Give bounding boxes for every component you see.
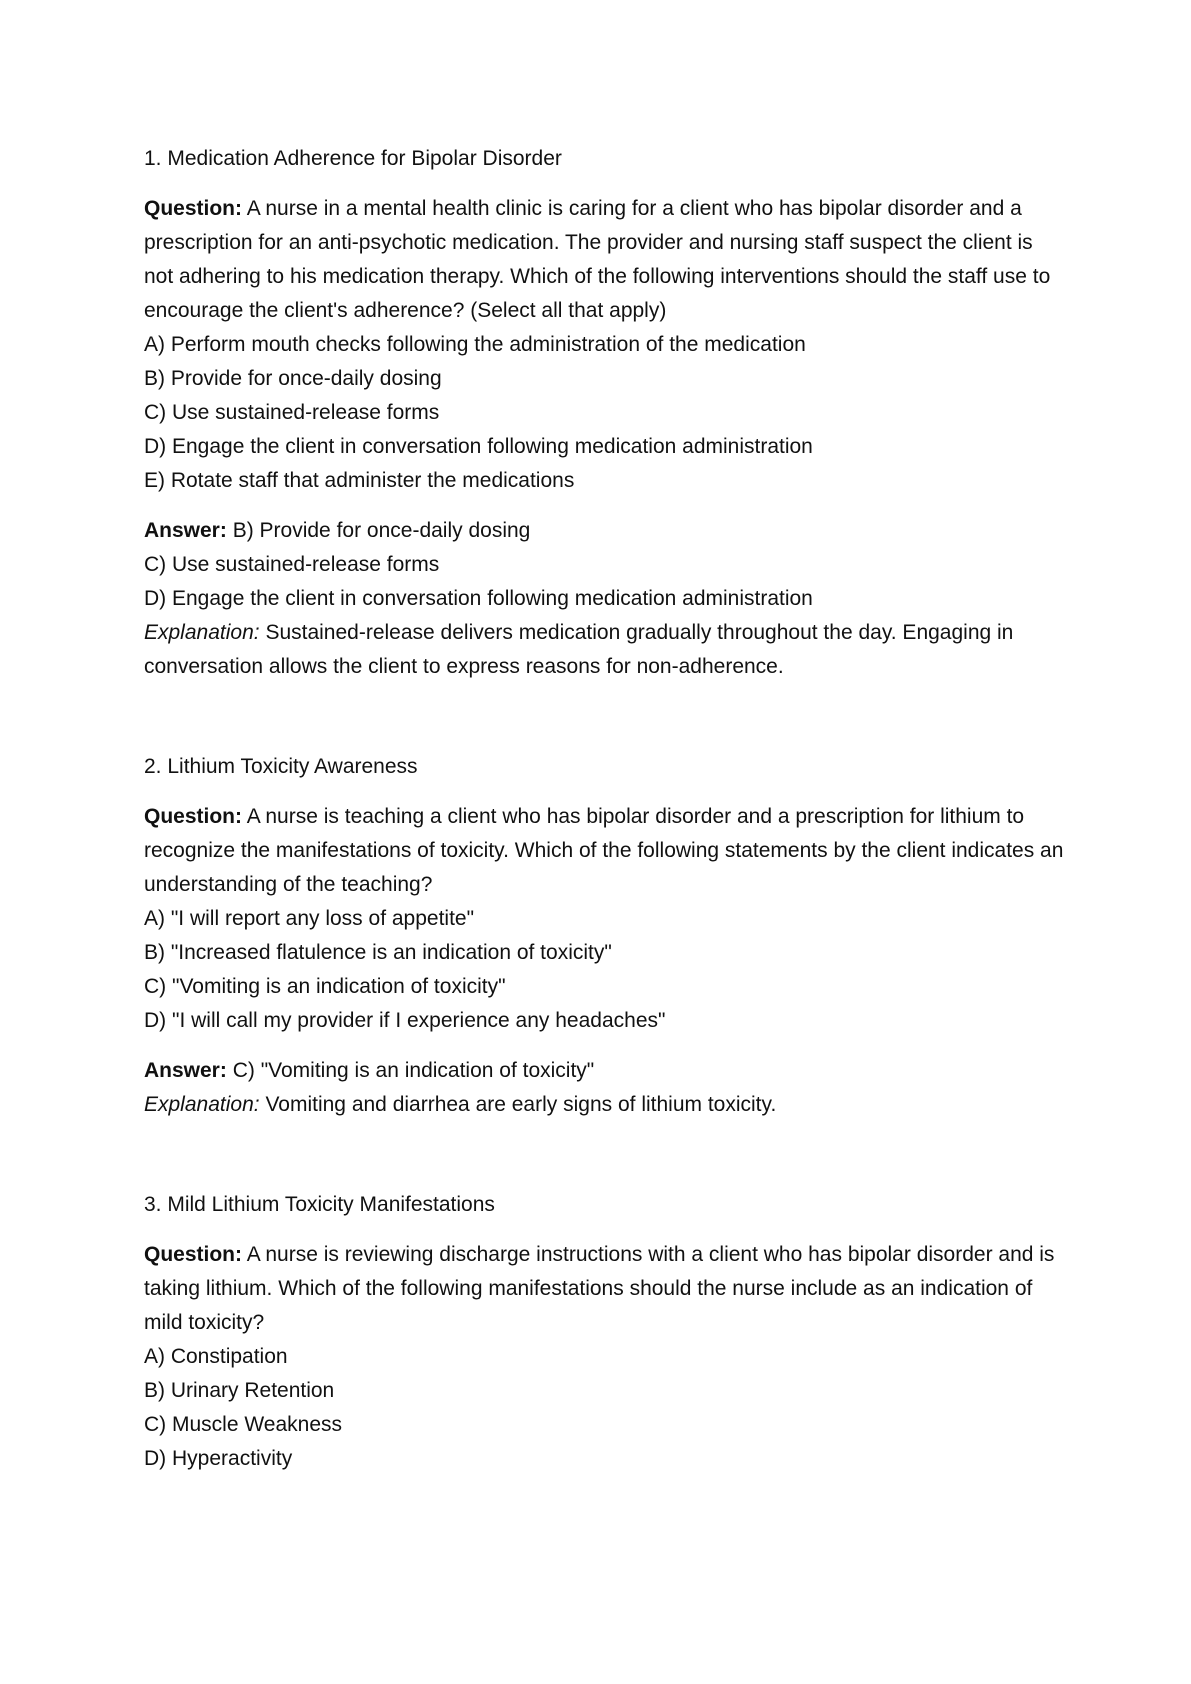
question-label: Question: — [144, 1243, 242, 1266]
answer-line — [144, 1054, 1064, 1088]
question-section-1 — [144, 142, 1064, 684]
question-section-3 — [144, 1188, 1064, 1476]
question-paragraph — [144, 1238, 1064, 1340]
explanation-text: Sustained-release delivers medication gradually throughout the day. Engaging in conversation allows the client to express reasons for non-adherence. — [144, 621, 1014, 678]
option-b: B) "Increased flatulence is an indication of toxicity" — [144, 941, 612, 964]
explanation — [144, 1088, 1064, 1122]
section-title: 2. Lithium Toxicity Awareness — [144, 755, 418, 778]
question-text: A nurse in a mental health clinic is caring for a client who has bipolar disorder and a prescription for an anti-psychotic medication. The provider and nursing staff suspect the client is not adhering to his medication therapy. Which of the following interventions should the staff use to encourage the client's adherence? (Select all that apply) — [144, 197, 1051, 322]
option-c: C) "Vomiting is an indication of toxicity" — [144, 975, 506, 998]
section-spacer — [144, 1122, 1064, 1188]
answer-line: D) Engage the client in conversation following medication administration — [144, 587, 813, 610]
answer-text: B) Provide for once-daily dosing — [232, 519, 531, 542]
section-title: 1. Medication Adherence for Bipolar Disorder — [144, 147, 562, 170]
option-e: E) Rotate staff that administer the medications — [144, 469, 575, 492]
answer-block — [144, 514, 1064, 684]
question-section-2 — [144, 750, 1064, 1122]
option-d: D) "I will call my provider if I experience any headaches" — [144, 1009, 666, 1032]
option-a: A) Constipation — [144, 1345, 288, 1368]
question-label: Question: — [144, 805, 242, 828]
question-paragraph — [144, 192, 1064, 328]
answer-text: C) "Vomiting is an indication of toxicity" — [232, 1059, 595, 1082]
explanation-text: Vomiting and diarrhea are early signs of lithium toxicity. — [265, 1093, 777, 1116]
answer-line — [144, 514, 1064, 548]
answer-label: Answer: — [144, 519, 227, 542]
answer-label: Answer: — [144, 1059, 227, 1082]
answer-line: C) Use sustained-release forms — [144, 553, 440, 576]
question-text: A nurse is reviewing discharge instructions with a client who has bipolar disorder and is taking lithium. Which of the following manifestations should the nurse include as an indication of mild toxicity? — [144, 1243, 1055, 1334]
option-c: C) Use sustained-release forms — [144, 401, 440, 424]
option-c: C) Muscle Weakness — [144, 1413, 343, 1436]
question-paragraph — [144, 800, 1064, 902]
option-b: B) Provide for once-daily dosing — [144, 367, 442, 390]
section-spacer — [144, 684, 1064, 750]
option-d: D) Engage the client in conversation following medication administration — [144, 435, 813, 458]
explanation-label: Explanation: — [144, 1093, 260, 1116]
option-a: A) "I will report any loss of appetite" — [144, 907, 475, 930]
question-label: Question: — [144, 197, 242, 220]
document-content — [144, 142, 1064, 1476]
option-a: A) Perform mouth checks following the administration of the medication — [144, 333, 806, 356]
option-b: B) Urinary Retention — [144, 1379, 335, 1402]
explanation — [144, 616, 1064, 684]
answer-block — [144, 1054, 1064, 1122]
question-text: A nurse is teaching a client who has bipolar disorder and a prescription for lithium to recognize the manifestations of toxicity. Which of the following statements by the client indicates an understanding of the teaching? — [144, 805, 1064, 896]
section-title: 3. Mild Lithium Toxicity Manifestations — [144, 1193, 495, 1216]
explanation-label: Explanation: — [144, 621, 260, 644]
option-d: D) Hyperactivity — [144, 1447, 293, 1470]
